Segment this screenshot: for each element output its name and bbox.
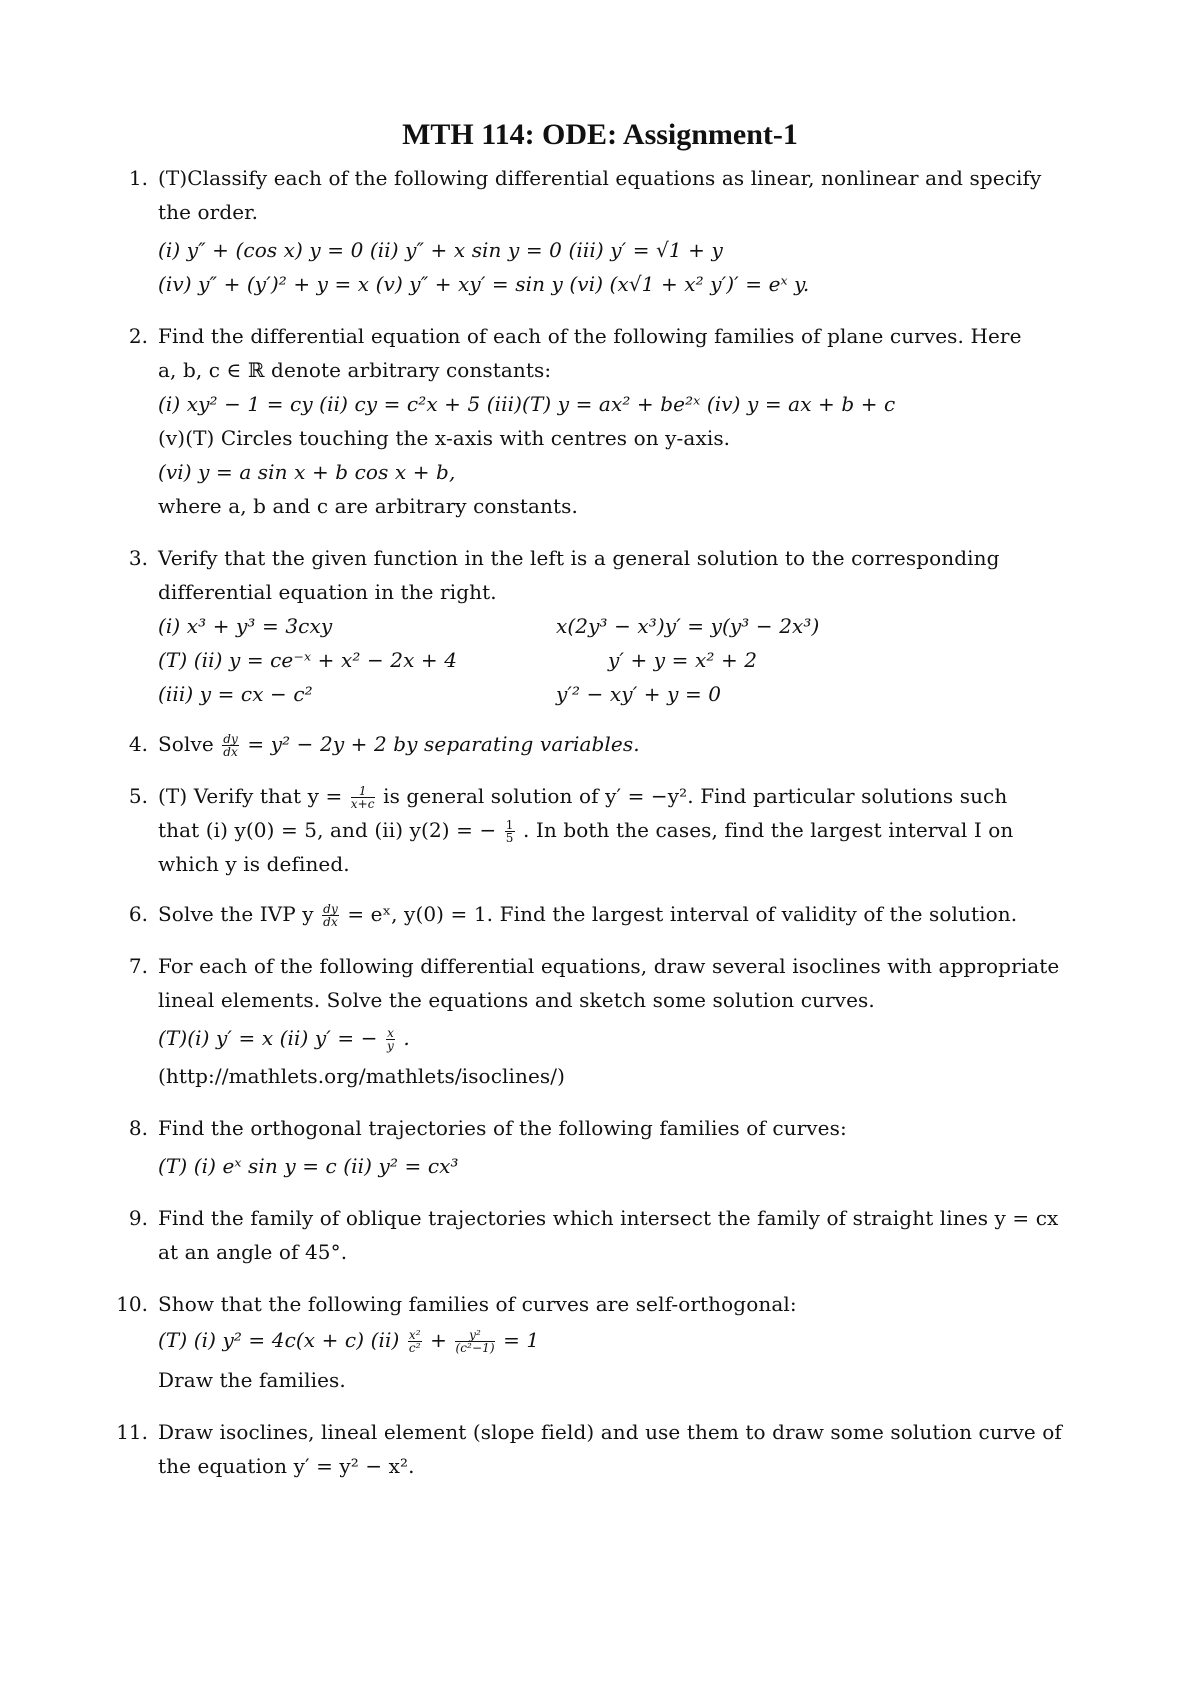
denominator: 5 [505, 831, 514, 845]
question-number: 6. [128, 902, 148, 926]
question-text: the order. [158, 200, 259, 224]
equation-row [158, 1026, 410, 1052]
question-number: 11. [116, 1420, 148, 1444]
function-left: (iii) y = cx − c² [158, 682, 313, 706]
text-segment: = 1 [503, 1328, 540, 1352]
equation-right: x(2y³ − x³)y′ = y(y³ − 2x³) [556, 614, 820, 638]
question-text: at an angle of 45°. [158, 1240, 348, 1264]
question-text: differential equation in the right. [158, 580, 497, 604]
question-text: Find the orthogonal trajectories of the following families of curves: [158, 1116, 847, 1140]
question-number: 8. [128, 1116, 148, 1140]
text-segment: + [430, 1328, 447, 1352]
function-left: (T) (ii) y = ce⁻ˣ + x² − 2x + 4 [158, 648, 458, 672]
question-text: Find the differential equation of each of the following families of plane curves. Here [158, 324, 1022, 348]
question-number: 9. [128, 1206, 148, 1230]
denominator: (c²−1) [455, 1341, 495, 1355]
question-text [158, 732, 640, 758]
question-text: (T)Classify each of the following differential equations as linear, nonlinear and specify [158, 166, 1042, 190]
text-segment: = y² − 2y + 2 by separating variables. [247, 732, 640, 756]
denominator: dx [323, 915, 338, 929]
text-segment: . In both the cases, find the largest interval I on [523, 818, 1014, 842]
equation-right: y′² − xy′ + y = 0 [556, 682, 722, 706]
question-number: 5. [128, 784, 148, 808]
question-text [158, 818, 1013, 844]
numerator: 1 [505, 818, 514, 832]
numerator: y² [455, 1329, 494, 1342]
page-title: MTH 114: ODE: Assignment-1 [402, 118, 798, 151]
question-text: Draw isoclines, lineal element (slope field) and use them to draw some solution curve of [158, 1420, 1062, 1444]
question-text: Find the family of oblique trajectories which intersect the family of straight lines y = cx [158, 1206, 1059, 1230]
question-text: Show that the following families of curves are self-orthogonal: [158, 1292, 797, 1316]
equation-row: (iv) y″ + (y′)² + y = x (v) y″ + xy′ = sin y (vi) (x√1 + x² y′)′ = eˣ y. [158, 272, 810, 296]
fraction [222, 733, 239, 758]
equation-row: (i) y″ + (cos x) y = 0 (ii) y″ + x sin y = 0 (iii) y′ = √1 + y [158, 238, 723, 262]
question-number: 7. [128, 954, 148, 978]
function-left: (i) x³ + y³ = 3cxy [158, 614, 333, 638]
fraction [386, 1027, 395, 1052]
question-text: a, b, c ∈ ℝ denote arbitrary constants: [158, 358, 552, 382]
question-text: For each of the following differential equations, draw several isoclines with appropriate [158, 954, 1060, 978]
numerator: dy [223, 732, 238, 746]
text-segment: is general solution of y′ = −y². Find particular solutions such [383, 784, 1008, 808]
fraction [505, 819, 515, 844]
question-text: where a, b and c are arbitrary constants. [158, 494, 578, 518]
equation-right: y′ + y = x² + 2 [608, 648, 758, 672]
question-number: 1. [128, 166, 148, 190]
denominator: c² [408, 1341, 421, 1355]
equation-row: (v)(T) Circles touching the x-axis with centres on y-axis. [158, 426, 731, 450]
question-text: the equation y′ = y² − x². [158, 1454, 415, 1478]
equation-row: (T) (i) eˣ sin y = c (ii) y² = cx³ [158, 1154, 459, 1178]
numerator: dy [323, 902, 338, 916]
equation-row: (i) xy² − 1 = cy (ii) cy = c²x + 5 (iii)(T) y = ax² + be²ˣ (iv) y = ax + b + c [158, 392, 896, 416]
text-segment: . [403, 1026, 410, 1050]
equation-row: (vi) y = a sin x + b cos x + b, [158, 460, 456, 484]
question-number: 2. [128, 324, 148, 348]
question-number: 10. [116, 1292, 148, 1316]
question-text: Draw the families. [158, 1368, 346, 1392]
text-segment: (T)(i) y′ = x (ii) y′ = − [158, 1026, 378, 1050]
equation-row [158, 1328, 539, 1354]
fraction [408, 1329, 422, 1354]
question-text: Verify that the given function in the left is a general solution to the corresponding [158, 546, 1000, 570]
question-text: which y is defined. [158, 852, 350, 876]
denominator: x+c [350, 797, 375, 811]
question-text [158, 784, 1007, 810]
isoclines-link[interactable]: (http://mathlets.org/mathlets/isoclines/) [158, 1064, 566, 1088]
text-segment: (T) (i) y² = 4c(x + c) (ii) [158, 1328, 400, 1352]
numerator: 1 [351, 785, 375, 798]
text-segment: that (i) y(0) = 5, and (ii) y(2) = − [158, 818, 497, 842]
fraction [455, 1329, 494, 1354]
text-segment: Solve [158, 732, 214, 756]
numerator: x [387, 1026, 394, 1040]
denominator: y [387, 1039, 394, 1053]
question-number: 3. [128, 546, 148, 570]
text-segment: (T) Verify that y = [158, 784, 343, 808]
question-number: 4. [128, 732, 148, 756]
fraction [351, 785, 375, 810]
text-segment: Solve the IVP y [158, 902, 314, 926]
denominator: dx [223, 745, 238, 759]
text-segment: = eˣ, y(0) = 1. Find the largest interval of validity of the solution. [347, 902, 1018, 926]
numerator: x² [408, 1328, 421, 1342]
fraction [322, 903, 339, 928]
question-text [158, 902, 1017, 928]
question-text: lineal elements. Solve the equations and sketch some solution curves. [158, 988, 875, 1012]
